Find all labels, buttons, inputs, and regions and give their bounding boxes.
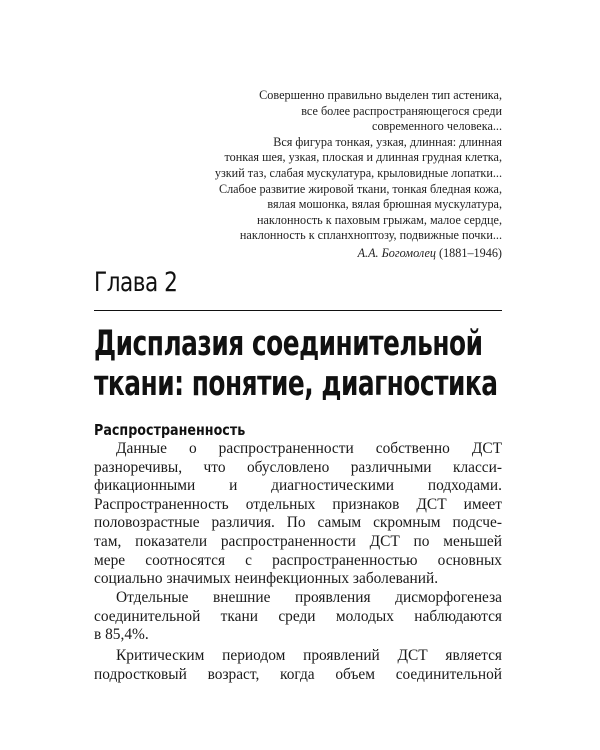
text-line: разноречивы, что обусловлено различными класси- bbox=[94, 458, 502, 476]
text-line: мере соотносятся с распространенностью основных bbox=[94, 551, 502, 569]
epigraph-line: наклонность к паховым грыжам, малое сердце, bbox=[256, 212, 502, 227]
chapter-title-line: Дисплазия соединительной bbox=[94, 324, 483, 364]
text-line: Критическим периодом проявлений ДСТ является bbox=[116, 647, 502, 664]
epigraph-line: тонкая шея, узкая, плоская и длинная грудная клетка, bbox=[224, 150, 502, 165]
text-line: Отдельные внешние проявления дисморфогенеза bbox=[116, 589, 502, 606]
epigraph-line: Совершенно правильно выделен тип астеника, bbox=[259, 88, 502, 102]
chapter-divider bbox=[94, 310, 502, 311]
chapter-title-line: ткани: понятие, диагностика bbox=[94, 364, 498, 404]
epigraph-line: наклонность к спланхноптозу, подвижные почки... bbox=[239, 228, 502, 243]
text-line: Данные о распространенности собственно ДСТ bbox=[116, 440, 502, 457]
text-line: Распространенность отдельных признаков ДСТ имеет bbox=[94, 495, 502, 513]
chapter-label: Глава 2 bbox=[94, 267, 178, 298]
epigraph-line: узкий таз, слабая мускулатура, крыловидные лопатки... bbox=[214, 165, 502, 180]
epigraph-attribution bbox=[140, 246, 502, 262]
epigraph-line: все более распространяющегося среди bbox=[301, 103, 502, 118]
epigraph bbox=[140, 88, 502, 262]
epigraph-author: А.А. Богомолец bbox=[357, 245, 436, 260]
paragraph bbox=[94, 440, 502, 589]
text-line: фикационными и диагностическими подходами. bbox=[94, 477, 502, 495]
text-line: там, показатели распространенности ДСТ по меньшей bbox=[94, 532, 502, 550]
epigraph-line: современного человека... bbox=[372, 119, 502, 134]
text-line: подростковый возраст, когда объем соединительной bbox=[94, 665, 502, 683]
chapter-title bbox=[94, 324, 498, 404]
section-heading: Распространенность bbox=[94, 421, 246, 439]
epigraph-line: Вся фигура тонкая, узкая, длинная: длинная bbox=[273, 134, 502, 149]
text-line: половозрастные различия. По самым скромным подсче- bbox=[94, 514, 502, 532]
epigraph-line: Слабое развитие жировой ткани, тонкая бледная кожа, bbox=[218, 181, 502, 196]
text-line: соединительной ткани среди молодых наблюдаются bbox=[94, 607, 502, 625]
text-line: в 85,4%. bbox=[94, 626, 149, 644]
epigraph-years: (1881–1946) bbox=[435, 245, 502, 260]
paragraph bbox=[94, 589, 502, 645]
paragraph bbox=[94, 647, 502, 684]
text-line: социально значимых неинфекционных заболеваний. bbox=[94, 570, 439, 588]
epigraph-line: вялая мошонка, вялая брюшная мускулатура, bbox=[267, 197, 502, 212]
